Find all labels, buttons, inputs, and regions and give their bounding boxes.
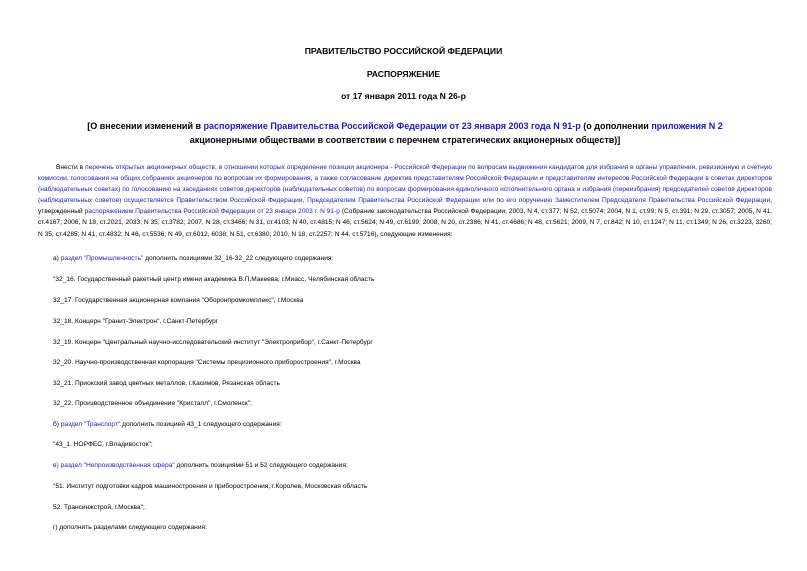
link-list-of-societies[interactable]: перечень открытых акционерных обществ, в отношении которых определение позиции акционера - Российской Федерации по вопросам выдвижения кандидатов для избрания в органы управления, ревизионную и счетную комиссии, голосования на общих собраниях акционеров по вопросам их формирования, а также согласование директив представителям Российской Федерации и представителям интересов Российской Федерации в советах директоров (наблюдательных советах) по голосованию на заседаниях советов директоров (наблюдательных советов) по вопросам формирования единоличного исполнительного органа и избрания (переизбрания) председателей советов директоров (наблюдательных советов) осуществляется Правительством Российской Федерации, Председателем Правительства Российской Федерации или по его поручению Заместителем Председателя Правительства Российской Федерации	[38, 164, 772, 205]
link-appendix-2[interactable]: приложения N 2	[651, 121, 723, 131]
intro-paragraph: Внести в перечень открытых акционерных обществ, в отношении которых определение позиции акционера - Российской Федерации по вопросам выдвижения кандидатов для избрания в органы управления, ревизионную и счетную комиссии, голосования на общих собраниях акционеров по вопросам их формирования, а также согласование директив представителям Российской Федерации и представителям интересов Российской Федерации в советах директоров (наблюдательных советах) по голосованию на заседаниях советов директоров (наблюдательных советов) по вопросам формирования единоличного исполнительного органа и избрания (переизбрания) председателей советов директоров (наблюдательных советов) осуществляется Правительством Российской Федерации, Председателем Правительства Российской Федерации или по его поручению Заместителем Председателя Правительства Российской Федерации, утвержденный распоряжением Правительства Российской Федерации от 23 января 2003 г. N 91-р (Собрание законодательства Российской Федерации, 2003, N 4, ст.377; N 52, ст.5074; 2004, N 1, ст.99; N 5, ст.391; N 29, ст.3057; 2005, N 41, ст.4167; 2006, N 18, ст.2021, 2033; N 35, ст.3782; 2007, N 28, ст.3466; N 31, ст.4103; N 40, ст.4815; N 46, ст.5624; N 49, ст.6199; 2008, N 20, ст.2386; N 41, ст.4686; N 48, ст.5621; 2009, N 7, ст.842; N 10, ст.1247; N 11, ст.1349; N 26, ст.3223, 3260; N 35, ст.4285; N 41, ст.4832; N 46, ст.5536; N 49, ст.6012, 6038; N 51, ст.6380; 2010, N 18, ст.2257; N 44, ст.5716), следующие изменения:	[38, 164, 772, 238]
section-c-line: в) раздел "Непроизводственная сфера" дополнить позициями 51 и 52 следующего содержания:	[53, 462, 348, 469]
list-item: "43_1. НОРФЕС, г.Владивосток";	[53, 441, 153, 448]
list-item: 32_22. Производственное объединение "Кристалл", г.Смоленск";	[53, 400, 252, 407]
list-item: 32_21. Приокский завод цветных металлов, г.Касимов, Рязанская область	[53, 380, 280, 387]
list-item: 32_18. Концерн "Гранит-Электрон", г.Санкт-Петербург	[53, 318, 219, 325]
list-item: 32_17. Государственная акционерная компания "Оборонпромкомплекс", г.Москва	[53, 297, 304, 304]
list-item: 32_19. Концерн "Центральный научно-исследовательский институт "Электроприбор", г.Санкт-Петербург	[53, 339, 373, 346]
section-a-line: а) раздел "Промышленность" дополнить позициями 32_16-32_22 следующего содержания:	[53, 255, 334, 262]
section-d-line: г) дополнить разделами следующего содержания:	[53, 524, 207, 531]
list-item: 52. Трансинжстрой, г.Москва";	[53, 504, 145, 511]
link-section-industrial[interactable]: раздел "Промышленность"	[60, 255, 144, 262]
government-header: ПРАВИТЕЛЬСТВО РОССИЙСКОЙ ФЕДЕРАЦИИ	[304, 46, 503, 56]
list-item: "32_16. Государственный ракетный центр имени академика В.П.Макеева, г.Миасс, Челябинская область	[53, 276, 375, 283]
list-item: 32_20. Научно-производственная корпорация "Системы прецизионного приборостроения", г.Москва	[53, 359, 361, 366]
link-section-nonproduction[interactable]: в) раздел "Непроизводственная сфера"	[53, 462, 175, 469]
list-item: "51. Институт подготовки кадров машиностроения и приборостроения, г.Королев, Московская область	[53, 483, 368, 490]
section-b-line: б) раздел "Транспорт" дополнить позицией 43_1 следующего содержания:	[53, 421, 282, 428]
link-government-decree[interactable]: распоряжением Правительства Российской Федерации от 23 января 2003 г. N 91-р	[84, 208, 340, 216]
document-date: от 17 января 2011 года N 26-р	[341, 91, 466, 101]
link-decree-2003[interactable]: распоряжение Правительства Российской Федерации от 23 января 2003 года N 91-р	[203, 121, 581, 131]
link-section-transport[interactable]: раздел "Транспорт"	[60, 421, 121, 428]
document-type: РАСПОРЯЖЕНИЕ	[366, 69, 441, 79]
document-title: [О внесении изменений в распоряжение Правительства Российской Федерации от 23 января 2003 года N 91-р (о дополнении приложения N 2 акционерными обществами в соответствии с перечнем стратегических акционерных обществ)]	[87, 121, 723, 145]
